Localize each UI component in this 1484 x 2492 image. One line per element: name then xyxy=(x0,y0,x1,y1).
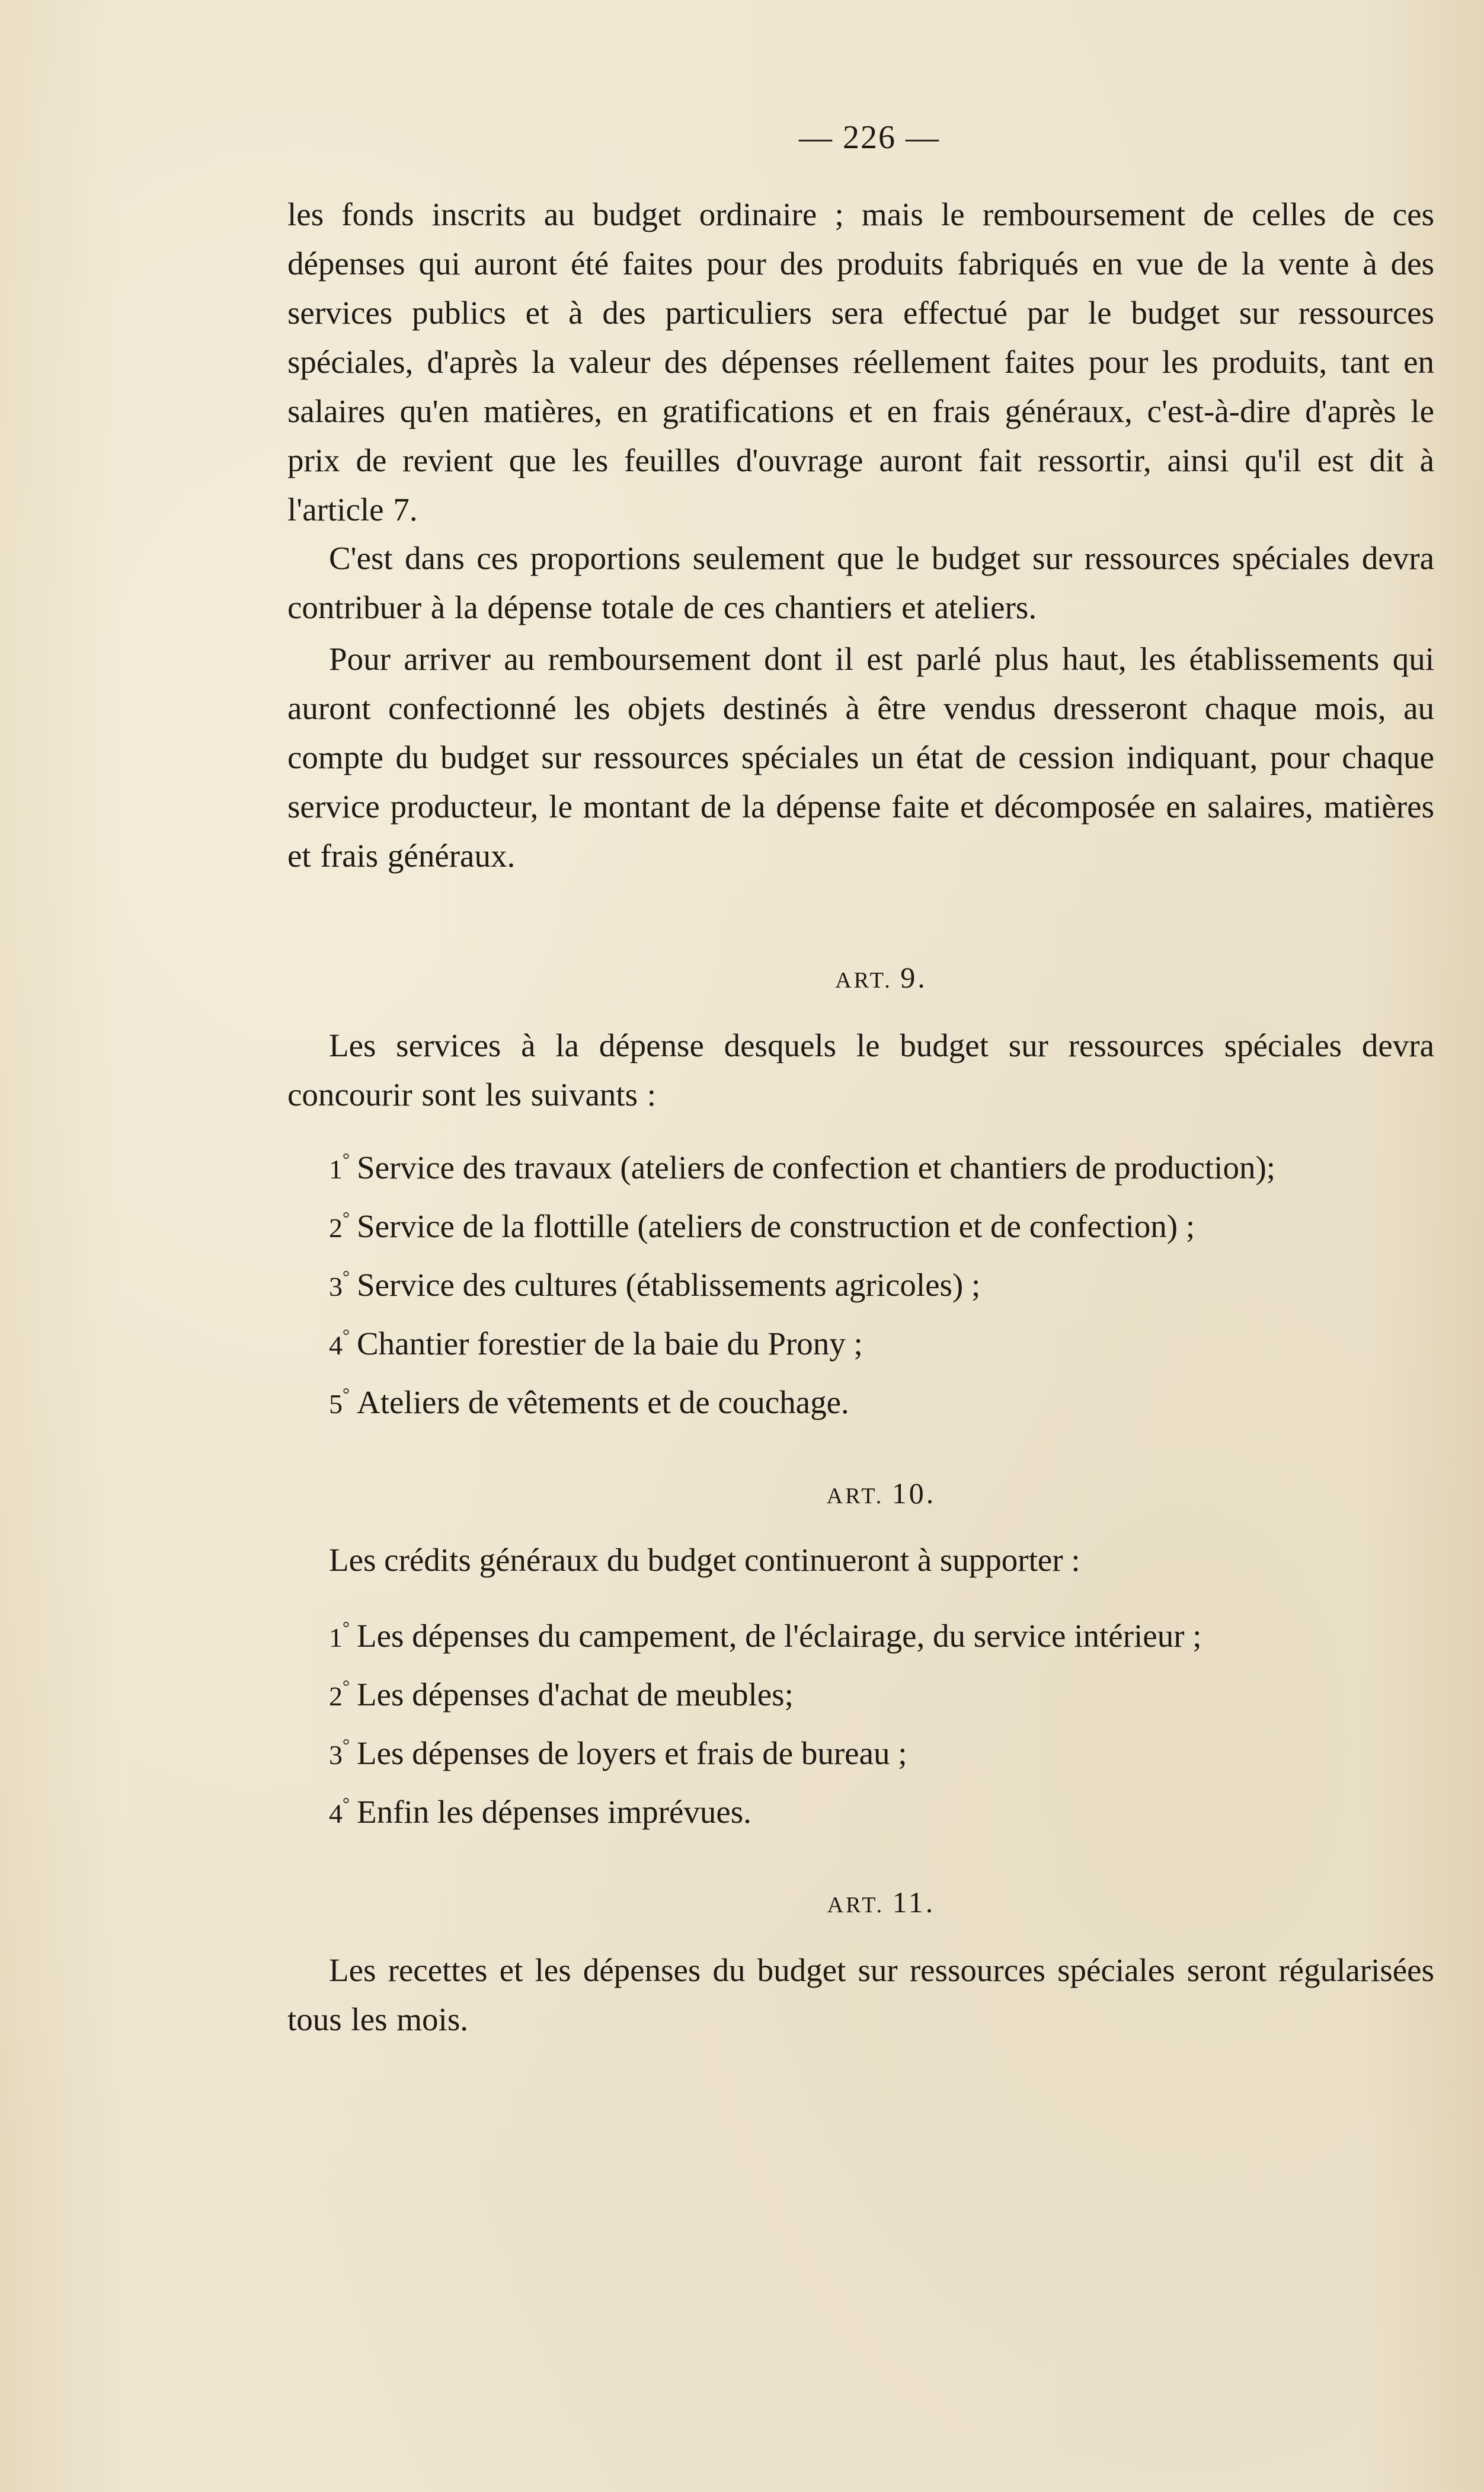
article-11-block xyxy=(287,1945,1434,2044)
article-9-heading xyxy=(0,960,1484,995)
list-item: 2° Les dépenses d'achat de meubles; xyxy=(329,1676,794,1713)
body-text-proportions xyxy=(287,533,1434,632)
article-number: 10. xyxy=(891,1477,936,1510)
list-item: 3° Les dépenses de loyers et frais de bureau ; xyxy=(329,1735,907,1771)
paragraph-continuation: les fonds inscrits au budget ordinaire ; mais le remboursement de celles de ces dépenses qui auront été faites pour des produits fabriqués en vue de la vente à des services publics et à des particuliers sera effectué par le budget sur ressources spéciales, d'après la valeur des dépenses réellement faites pour les produits, tant en salaires qu'en matières, en gratifications et en frais généraux, c'est-à-dire d'après le prix de revient que les feuilles d'ouvrage auront fait ressortir, ainsi qu'il est dit à l'article 7. xyxy=(287,196,1434,528)
article-9-intro: Les services à la dépense desquels le budget sur ressources spéciales devra concourir sont les suivants : xyxy=(287,1027,1434,1113)
article-label: ART. xyxy=(826,1484,884,1509)
article-number: 9. xyxy=(900,961,928,994)
paragraph-proportions: C'est dans ces proportions seulement que le budget sur ressources spéciales devra contribuer à la dépense totale de ces chantiers et ateliers. xyxy=(287,540,1434,625)
article-9-intro-block xyxy=(287,1021,1434,1119)
article-label: ART. xyxy=(835,968,893,993)
article-11-heading xyxy=(0,1885,1484,1919)
body-text-top xyxy=(287,190,1434,534)
article-number: 11. xyxy=(892,1886,936,1919)
article-10-intro-line xyxy=(329,1535,1434,1584)
list-item: 4° Chantier forestier de la baie du Prony ; xyxy=(329,1325,863,1362)
article-label: ART. xyxy=(827,1893,885,1918)
article-10-heading xyxy=(0,1476,1484,1510)
paragraph-remboursement: Pour arriver au remboursement dont il est parlé plus haut, les établissements qui auront confectionné les objets destinés à être vendus dresseront chaque mois, au compte du budget sur ressources spéciales un état de cession indiquant, pour chaque service producteur, le montant de la dépense faite et décomposée en salaires, matières et frais généraux. xyxy=(287,641,1434,874)
list-item: 1° Les dépenses du campement, de l'éclairage, du service intérieur ; xyxy=(329,1618,1202,1654)
article-10-list xyxy=(329,1603,1434,1838)
article-9-list xyxy=(329,1135,1434,1429)
list-item: 2° Service de la flottille (ateliers de construction et de confection) ; xyxy=(329,1208,1195,1244)
page-number: — 226 — xyxy=(799,119,940,156)
body-text-remboursement xyxy=(287,634,1434,880)
article-10-intro: Les crédits généraux du budget continueront à supporter : xyxy=(329,1542,1080,1578)
list-item: 4° Enfin les dépenses imprévues. xyxy=(329,1794,751,1830)
list-item: 3° Service des cultures (établissements agricoles) ; xyxy=(329,1267,981,1303)
article-11-text: Les recettes et les dépenses du budget sur ressources spéciales seront régularisées tous les mois. xyxy=(287,1952,1434,2037)
list-item: 1° Service des travaux (ateliers de confection et chantiers de production); xyxy=(329,1149,1276,1186)
list-item: 5° Ateliers de vêtements et de couchage. xyxy=(329,1384,849,1420)
